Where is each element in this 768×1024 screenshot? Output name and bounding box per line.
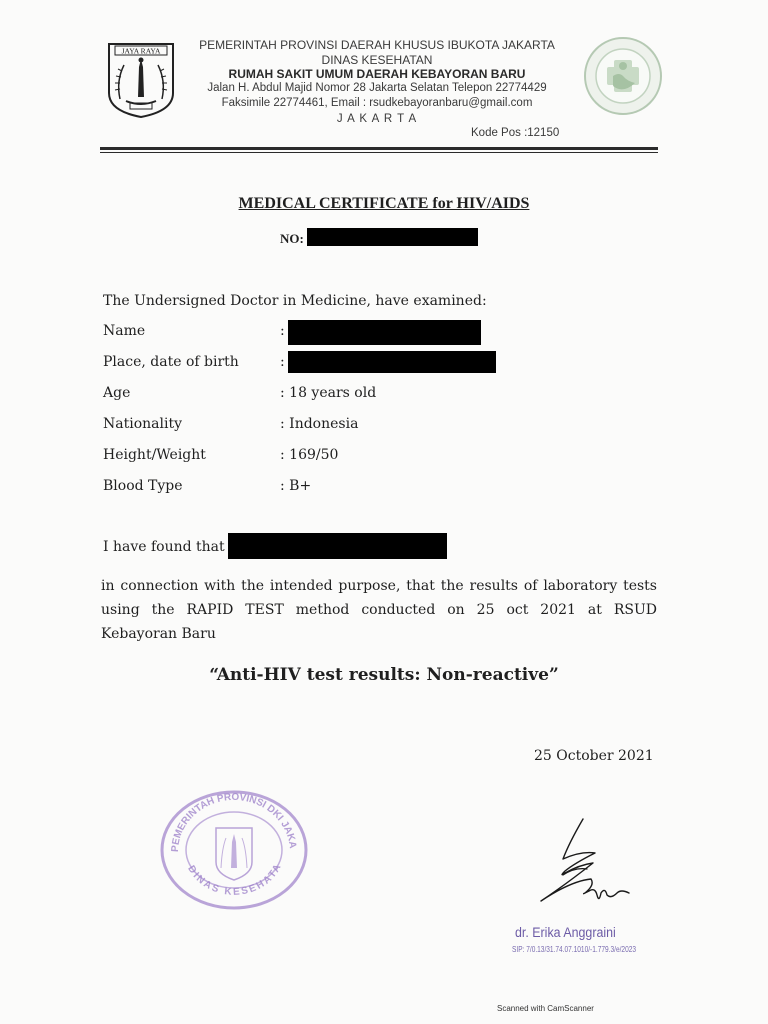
- certificate-title: MEDICAL CERTIFICATE for HIV/AIDS: [238, 195, 530, 212]
- issue-date: 25 October 2021: [534, 748, 654, 764]
- letterhead-dept-line: DINAS KESEHATAN: [321, 53, 433, 67]
- paragraph-line-2: using the RAPID TEST method conducted on 25 oct 2021 at RSUD: [101, 602, 657, 618]
- redacted-patient: [228, 533, 447, 559]
- paragraph-line-1: in connection with the intended purpose, that the results of laboratory tests: [101, 578, 657, 594]
- doctor-sip: SIP: 7/0.13/31.74.07.1010/-1.779.3/e/2023: [512, 945, 637, 954]
- paragraph-line-3: Kebayoran Baru: [101, 626, 216, 642]
- field-value-age: : 18 years old: [280, 385, 377, 401]
- field-label-nationality: Nationality: [103, 416, 182, 432]
- svg-text:DINAS KESEHATAN: DINAS KESEHATA: [185, 860, 285, 898]
- letterhead-rule-thick: [100, 147, 658, 150]
- redacted-birth: [288, 351, 496, 373]
- letterhead-gov-line: PEMERINTAH PROVINSI DAERAH KHUSUS IBUKOTA JAKARTA: [199, 38, 555, 52]
- certificate-no-label: NO:: [280, 231, 304, 246]
- doctor-name: dr. Erika Anggraini: [515, 925, 616, 940]
- hospital-logo: [583, 36, 663, 116]
- letterhead-rule-thin: [100, 152, 658, 153]
- field-label-name: Name: [103, 323, 146, 339]
- field-value-birth: :: [280, 354, 285, 370]
- letterhead-hospital-name: RUMAH SAKIT UMUM DAERAH KEBAYORAN BARU: [228, 67, 526, 81]
- letterhead-address: Jalan H. Abdul Majid Nomor 28 Jakarta Selatan Telepon 22774429: [207, 82, 547, 94]
- redacted-certificate-number: [307, 228, 478, 246]
- test-result: “Anti-HIV test results: Non-reactive”: [209, 665, 559, 685]
- field-value-name: :: [280, 323, 285, 339]
- doctor-signature: [535, 815, 635, 915]
- redacted-name: [288, 320, 481, 345]
- letterhead-contact: Faksimile 22774461, Email : rsudkebayoranbaru@gmail.com: [221, 97, 533, 109]
- jaya-raya-logo: [106, 41, 176, 119]
- found-text: I have found that: [103, 539, 225, 555]
- official-stamp: [158, 788, 310, 912]
- field-value-blood-type: : B+: [280, 478, 312, 494]
- field-label-height-weight: Height/Weight: [103, 447, 206, 463]
- svg-text:JAYA RAYA: JAYA RAYA: [121, 46, 161, 56]
- field-value-nationality: : Indonesia: [280, 416, 359, 432]
- letterhead-city: J A K A R T A: [336, 113, 418, 125]
- letterhead-postal-code: Kode Pos :12150: [471, 127, 560, 139]
- field-label-birth: Place, date of birth: [103, 354, 239, 370]
- field-label-age: Age: [103, 385, 131, 401]
- field-label-blood-type: Blood Type: [103, 478, 183, 494]
- field-value-height-weight: : 169/50: [280, 447, 339, 463]
- scanner-watermark: Scanned with CamScanner: [497, 1004, 594, 1013]
- svg-text:PEMERINTAH PROVINSI DKI JAKART: PEMERINTAH PROVINSI DKI JAKA: [169, 791, 298, 853]
- result-paragraph: [101, 574, 657, 646]
- intro-text: The Undersigned Doctor in Medicine, have examined:: [103, 293, 487, 309]
